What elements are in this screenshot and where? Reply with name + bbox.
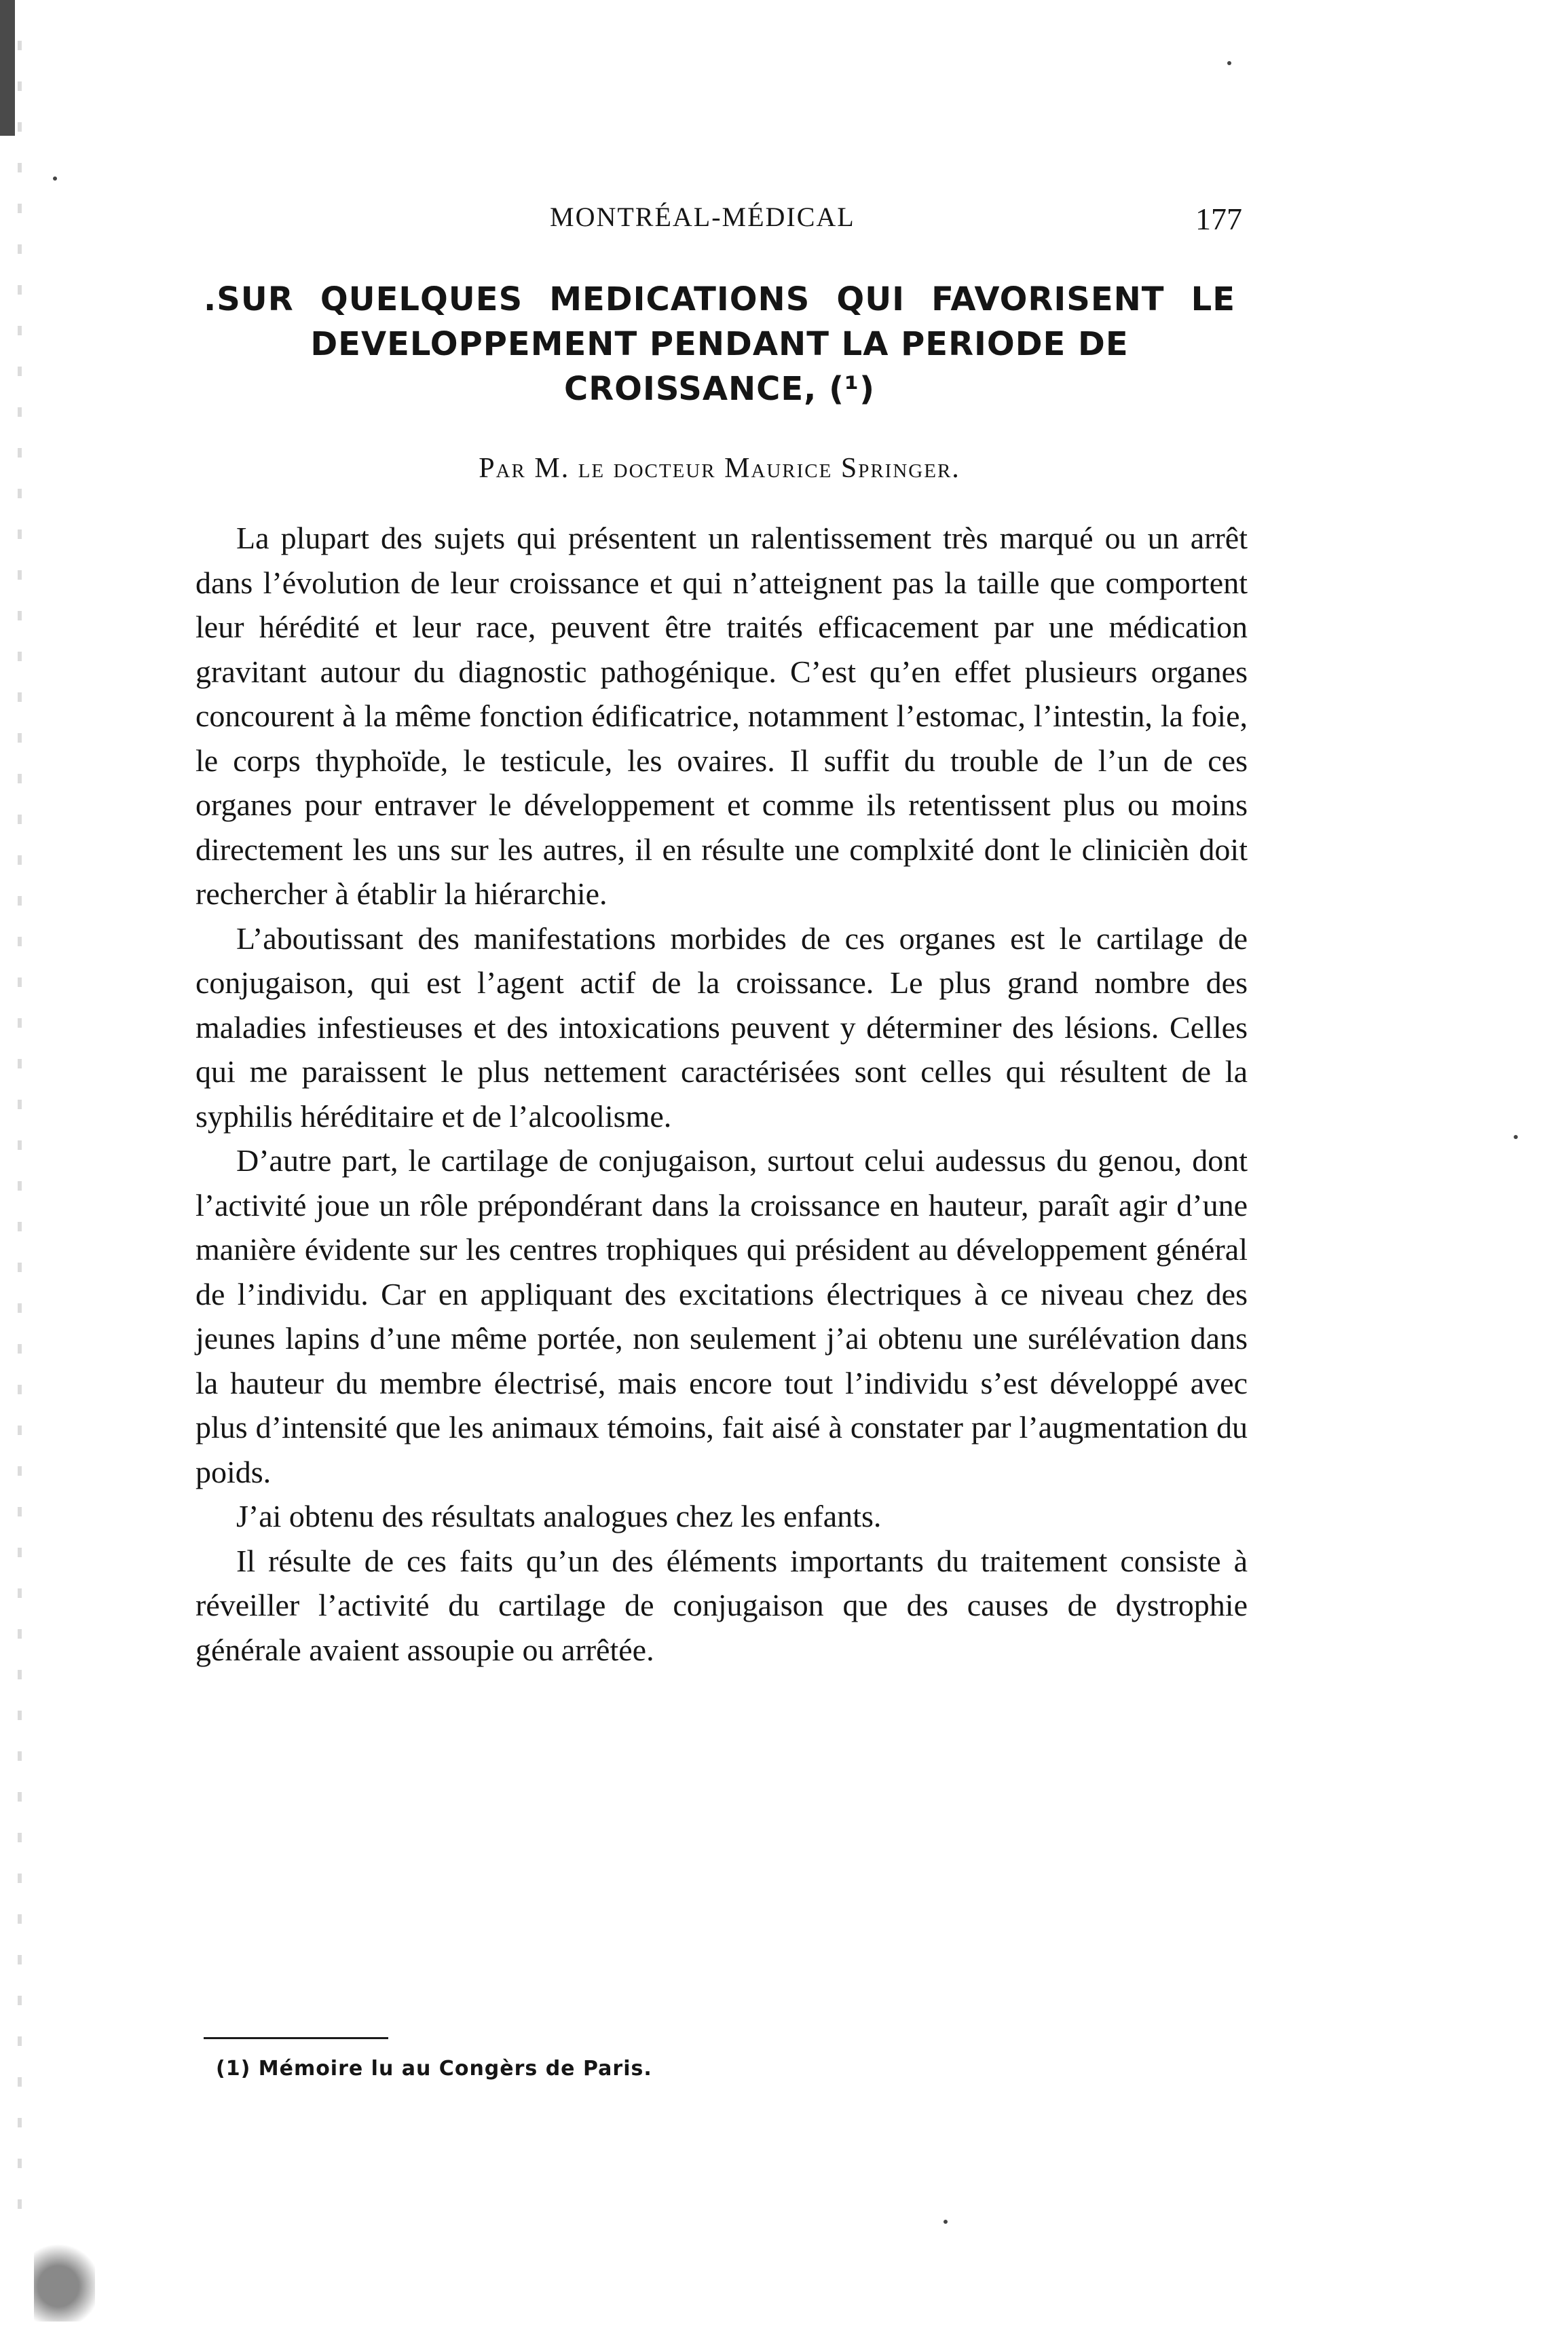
article-author: Par M. le docteur Maurice Springer. [479, 453, 960, 484]
scan-edge-line [18, 41, 22, 2213]
paragraph: L’aboutissant des manifestations morbides de ces organes est le cartilage de conjugaison, qui est l’agent actif de la croissance. Le plus grand nombre des maladies infestieuses et des intoxications peuvent y déterminer des lésions. Celles qui me paraissent le plus nettement caractérisées sont celles qui résultent de la syphilis héréditaire et de l’alcoolisme. [195, 920, 1248, 1134]
running-header [197, 201, 1242, 242]
scan-speck [944, 2220, 948, 2224]
paragraph: La plupart des sujets qui présentent un ralentissement très marqué ou un arrêt dans l’évolution de leur croissance et qui n’atteignent pas la taille que comportent leur hérédité et leur race, peuvent être traités efficacement par une médication gravitant autour du diagnostic pathogénique. C’est qu’en effet plusieurs organes concourent à la même fonction édificatrice, notamment l’estomac, l’intestin, la foie, le corps thyphoïde, le testicule, les ovaires. Il suffit du trouble de l’un de ces organes pour entraver le développement et comme ils retentissent plus ou moins directement les uns sur les autres, il en résulte une complxité dont le clinicièn doit rechercher à établir la hiérarchie. [195, 521, 1248, 911]
title-line: CROISSANCE, (¹) [563, 370, 875, 408]
scan-speck [53, 176, 57, 181]
paragraph: D’autre part, le cartilage de conjugaison, surtout celui audessus du genou, dont l’activité joue un rôle prépondérant dans la croissance en hauteur, paraît agir d’une manière évidente sur les centres trophiques qui président au développement général de l’individu. Car en appliquant des excitations électriques à ce niveau chez des jeunes lapins d’une même portée, non seulement j’ai obtenu une surélévation dans la hauteur du membre électrisé, mais encore tout l’individu s’est développé avec plus d’intensité que les animaux témoins, fait aisé à constater par l’augmentation du poids. [195, 1143, 1248, 1489]
scan-speck [1227, 61, 1231, 65]
paragraph: J’ai obtenu des résultats analogues chez les enfants. [236, 1499, 882, 1533]
footnote: (1) Mémoire lu au Congèrs de Paris. [216, 2057, 652, 2081]
article-title [204, 277, 1235, 411]
running-title: MONTRÉAL-MÉDICAL [550, 202, 855, 232]
scan-corner-smudge [34, 2233, 95, 2322]
page-number: 177 [1195, 202, 1242, 236]
footnote-rule [204, 2037, 388, 2039]
title-line: DEVELOPPEMENT PENDANT LA PERIODE DE [310, 325, 1129, 363]
scan-speck [1514, 1135, 1518, 1139]
title-line: .SUR QUELQUES MEDICATIONS QUI FAVORISENT LE [204, 280, 1235, 318]
article-body [195, 516, 1248, 1672]
paragraph: Il résulte de ces faits qu’un des éléments importants du traitement consiste à réveiller l’activité du cartilage de conjugaison que des causes de dystrophie générale avaient assoupie ou arrêtée. [195, 1543, 1248, 1667]
